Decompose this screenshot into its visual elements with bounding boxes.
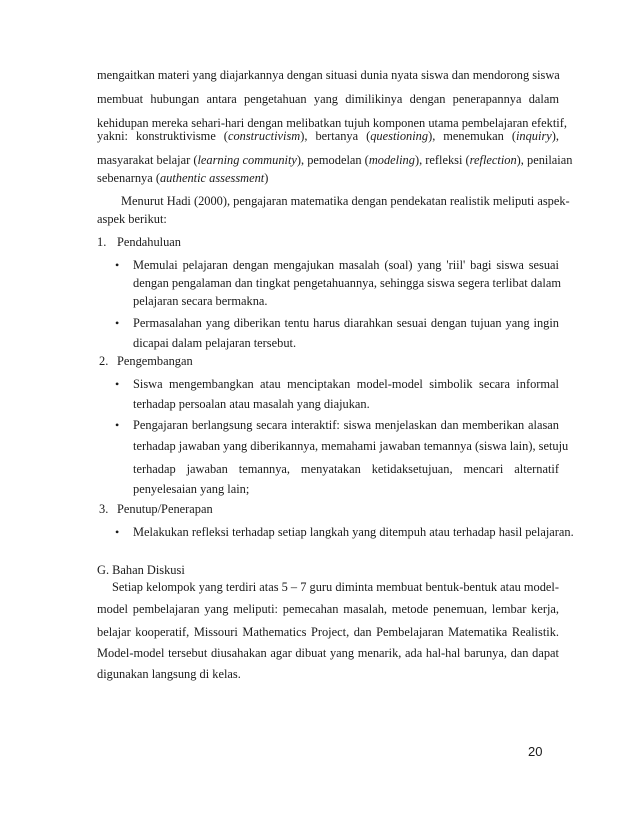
text-span: masyarakat belajar ( bbox=[97, 153, 198, 167]
text-span: ), pemodelan ( bbox=[296, 153, 369, 167]
term-italic: reflection bbox=[469, 153, 517, 167]
list-item-line: dicapai dalam pelajaran tersebut. bbox=[133, 336, 297, 350]
list-title: Penutup/Penerapan bbox=[117, 502, 213, 516]
page-number: 20 bbox=[528, 744, 543, 759]
text-span: ), bbox=[551, 129, 559, 143]
list-item-line: terhadap jawaban temannya, menyatakan ketidaksetujuan, mencari alternatif bbox=[133, 462, 559, 476]
paragraph-line: Model-model tersebut diusahakan agar dibuat yang menarik, ada hal-hal barunya, dan dapat bbox=[97, 646, 559, 660]
paragraph-line: Menurut Hadi (2000), pengajaran matematika dengan pendekatan realistik meliputi aspek- bbox=[121, 194, 570, 208]
paragraph-line: Setiap kelompok yang terdiri atas 5 – 7 guru diminta membuat bentuk-bentuk atau model- bbox=[112, 580, 559, 594]
list-number: 2. bbox=[99, 354, 109, 368]
list-number: 3. bbox=[99, 502, 109, 516]
list-item-line: terhadap jawaban yang diberikannya, memahami jawaban temannya (siswa lain), setuju bbox=[133, 439, 569, 453]
list-item-line: pelajaran secara bermakna. bbox=[133, 294, 268, 308]
bullet-icon: • bbox=[115, 418, 120, 432]
paragraph-line: aspek berikut: bbox=[97, 212, 167, 226]
list-item-line: Pengajaran berlangsung secara interaktif: siswa menjelaskan dan memberikan alasan bbox=[133, 418, 559, 432]
paragraph-line-components-2 bbox=[97, 153, 573, 168]
term-italic: questioning bbox=[370, 129, 429, 143]
term-italic: authentic assessment bbox=[159, 171, 265, 185]
paragraph-line: model pembelajaran yang meliputi: pemecahan masalah, metode penemuan, lembar kerja, bbox=[97, 602, 559, 616]
list-item-line: penyelesaian yang lain; bbox=[133, 482, 250, 496]
paragraph-line: mengaitkan materi yang diajarkannya dengan situasi dunia nyata siswa dan mendorong siswa bbox=[97, 68, 560, 82]
list-item-line: Memulai pelajaran dengan mengajukan masalah (soal) yang 'riil' bagi siswa sesuai bbox=[133, 258, 559, 272]
text-span: ) bbox=[264, 171, 269, 185]
term-italic: learning community bbox=[197, 153, 297, 167]
term-italic: constructivism bbox=[227, 129, 301, 143]
text-span: sebenarnya ( bbox=[97, 171, 160, 185]
list-item-line: terhadap persoalan atau masalah yang diajukan. bbox=[133, 397, 370, 411]
paragraph-line: kehidupan mereka sehari-hari dengan melibatkan tujuh komponen utama pembelajaran efektif, bbox=[97, 116, 567, 130]
list-item-line: Permasalahan yang diberikan tentu harus diarahkan sesuai dengan tujuan yang ingin bbox=[133, 316, 559, 330]
bullet-icon: • bbox=[115, 316, 120, 330]
text-span: ), bertanya ( bbox=[300, 129, 371, 143]
bullet-icon: • bbox=[115, 525, 120, 539]
text-span: ), penilaian bbox=[516, 153, 573, 167]
list-number: 1. bbox=[97, 235, 107, 249]
paragraph-line-components bbox=[97, 129, 559, 144]
list-item-line: Melakukan refleksi terhadap setiap langkah yang ditempuh atau terhadap hasil pelajaran. bbox=[133, 525, 574, 539]
paragraph-line: membuat hubungan antara pengetahuan yang dimilikinya dengan penerapannya dalam bbox=[97, 92, 559, 106]
list-item-line: dengan pengalaman dan tingkat pengetahuannya, sehingga siswa segera terlibat dalam bbox=[133, 276, 562, 290]
term-italic: modeling bbox=[368, 153, 415, 167]
list-title: Pengembangan bbox=[117, 354, 193, 368]
section-heading: G. Bahan Diskusi bbox=[97, 563, 185, 577]
bullet-icon: • bbox=[115, 258, 120, 272]
paragraph-line: digunakan langsung di kelas. bbox=[97, 667, 241, 681]
text-span: ), refleksi ( bbox=[414, 153, 470, 167]
term-italic: inquiry bbox=[515, 129, 552, 143]
text-span: yakni: konstruktivisme ( bbox=[97, 129, 228, 143]
paragraph-line-assessment bbox=[97, 171, 559, 186]
bullet-icon: • bbox=[115, 377, 120, 391]
list-item-line: Siswa mengembangkan atau menciptakan model-model simbolik secara informal bbox=[133, 377, 559, 391]
text-span: ), menemukan ( bbox=[428, 129, 516, 143]
paragraph-line: belajar kooperatif, Missouri Mathematics Project, dan Pembelajaran Matematika Realistik. bbox=[97, 625, 559, 639]
list-title: Pendahuluan bbox=[117, 235, 182, 249]
